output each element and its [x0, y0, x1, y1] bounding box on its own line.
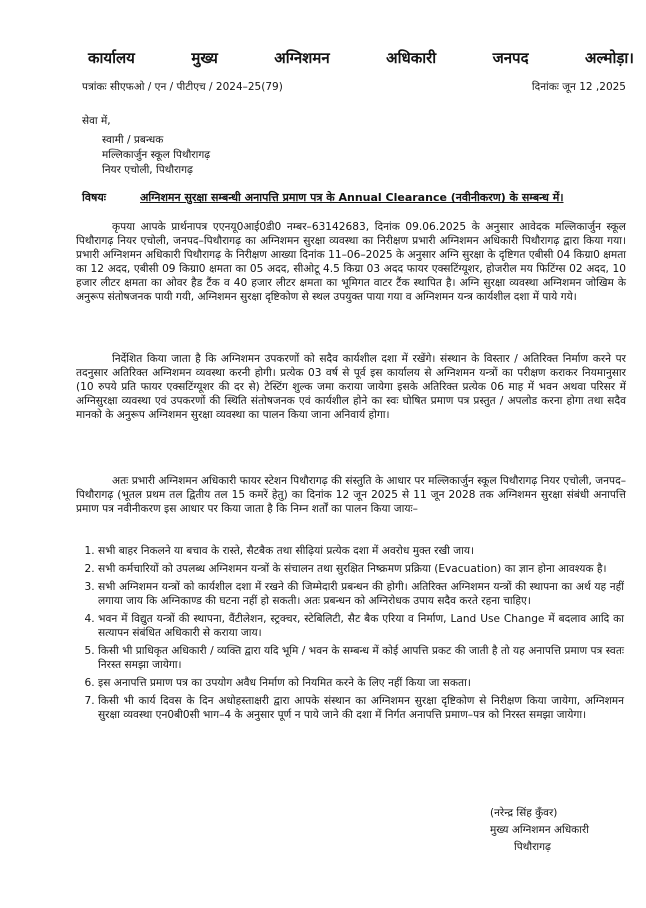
conditions-list — [76, 544, 624, 726]
heading-word: अग्निशमन — [274, 49, 330, 67]
paragraph-text: निर्देशित किया जाता है कि अग्निशमन उपकरणों को सदैव कार्यशील दशा में रखेंगे। संस्थान के विस्तार / अतिरिक्त निर्माण करने पर तदनुसार अतिरिक्त अग्निशमन व्यवस्था करनी होगी। प्रत्येक 03 वर्ष से पूर्व इस कार्यालय से अग्निशमन यन्त्रों का परीक्षण कराकर नियमानुसार (10 रुपये प्रति फायर एक्सटिंग्यूशर की दर से) टेस्टिंग शुल्क जमा कराया जायेगा इसके अतिरिक्त प्रत्येक 06 माह में भवन अथवा परिसर में अग्निसुरक्षा व्यवस्था एवं उपकरणों की स्थिति संतोषजनक एवं कार्यशील होने का स्वः घोषित प्रमाण पत्र प्रस्तुत / अपलोड करना होगा तथा सदैव मानको के अनुरूप अग्निशमन सुरक्षा व्यवस्था का पालन किया जाना अनिवार्य होगा। — [76, 353, 626, 421]
paragraph-inspection — [76, 220, 626, 304]
condition-item: 5. किसी भी प्राधिकृत अधिकारी / व्यक्ति द्वारा यदि भूमि / भवन के सम्बन्ध में कोई आपत्ति प्रकट की जाती है तो यह अनापत्ति प्रमाण पत्र स्वतः निरस्त समझा जायेगा। — [98, 644, 624, 672]
condition-item: 3. सभी अग्निशमन यन्त्रों को कार्यशील दशा में रखने की जिम्मेदारी प्रबन्धन की होगी। अतिरिक्त अग्निशमन यन्त्रों की स्थापना का अर्थ यह नहीं लगाया जाय कि अग्निकाण्ड की घटना नहीं हो सकती। अतः प्रबन्धन को अग्निरोधक उपाय सदैव करते रहना चाहिए। — [98, 580, 624, 608]
subject-text: अग्निशमन सुरक्षा सम्बन्धी अनापत्ति प्रमाण पत्र के Annual Clearance (नवीनीकरण) के सम्बन्ध में। — [140, 191, 564, 204]
heading-word: अधिकारी — [386, 49, 437, 67]
signature-designation: मुख्य अग्निशमन अधिकारी — [490, 824, 589, 836]
address-line: नियर एचोली, पिथौरागढ़ — [102, 164, 193, 176]
address-line: स्वामी / प्रबन्धक — [102, 134, 164, 146]
address-line: मल्लिकार्जुन स्कूल पिथौरागढ़ — [102, 149, 211, 161]
signature-place: पिथौरागढ़ — [514, 841, 551, 853]
heading-word: अल्मोड़ा। — [585, 49, 634, 67]
heading-word: जनपद — [492, 49, 529, 67]
reference-line — [82, 80, 626, 94]
letter-date: दिनांकः जून 12 ,2025 — [531, 81, 626, 93]
office-heading — [88, 48, 634, 68]
signature-name: (नरेन्द्र सिंह कुँवर) — [490, 807, 558, 819]
heading-word: मुख्य — [191, 49, 218, 67]
condition-item: 7. किसी भी कार्य दिवस के दिन अधोहस्ताक्षरी द्वारा आपके संस्थान का अग्निशमन सुरक्षा दृष्टिकोण से निरीक्षण किया जायेगा, अग्निशमन सुरक्षा व्यवस्था एन0बी0सी भाग–4 के अनुसार पूर्ण न पाये जाने की दशा में निर्गत अनापत्ति प्रमाण–पत्र को निरस्त समझा जायेगा। — [98, 694, 624, 722]
subject-label: विषयः — [82, 191, 106, 204]
paragraph-text: अतः प्रभारी अग्निशमन अधिकारी फायर स्टेशन पिथौरागढ़ की संस्तुति के आधार पर मल्लिकार्जुन स्कूल पिथौरागढ़ नियर एचोली, जनपद–पिथौरागढ़ (भूतल प्रथम तल द्वितीय तल 15 कमरें हेतु) का दिनांक 12 जून 2025 से 11 जून 2028 तक अग्निशमन सुरक्षा संबंधी अनापत्ति प्रमाण पत्र नवीनीकरण इस आधार पर किया जाता है कि निम्न शर्तों का पालन किया जायः– — [76, 475, 626, 515]
subject-line — [82, 190, 626, 205]
condition-item: 4. भवन में विद्युत यन्त्रों की स्थापना, वैंटीलेशन, स्ट्रक्चर, स्टेबिलिटी, सैट बैक एरिया व निर्माण, Land Use Change में बदलाव आदि का सत्यापन संबंधित अधिकारी से कराया जाय। — [98, 612, 624, 640]
paragraph-text: कृपया आपके प्रार्थनापत्र एएनयू0आई0डी0 नम्बर–63142683, दिनांक 09.06.2025 के अनुसार आवेदक मल्लिकार्जुन स्कूल पिथौरागढ़ नियर एचोली, जनपद–पिथौरागढ़ का अग्निशमन सुरक्षा व्यवस्था का निरीक्षण प्रभारी अग्निशमन अधिकारी पिथौरागढ़ द्वारा किया गया। प्रभारी अग्निशमन अधिकारी पिथौरागढ़ के निरीक्षण आख्या दिनांक 11–06–2025 के अनुसार अग्नि सुरक्षा के दृष्टिगत एबीसी 04 किग्रा0 क्षमता का 12 अदद, एबीसी 09 किग्रा0 क्षमता का 05 अदद, सीओटू 4.5 किग्रा 03 अदद फायर एक्सटिंग्यूशर, होजरील मय फिटिंग्स 02 अदद, 10 हजार लीटर क्षमता का ओवर हैड टैंक व 40 हजार लीटर क्षमता का भूमिगत वाटर टैंक स्थापित है। अग्नि सुरक्षा व्यवस्था अग्निशमन जोखिम के अनुरूप संतोषजनक पायी गयी, अग्निशमन सुरक्षा दृष्टिकोण से स्थल उपयुक्त पाया गया व अग्निशमन यन्त्र कार्यशील दशा में पाये गये। — [76, 221, 626, 303]
condition-item: 2. सभी कर्मचारियों को उपलब्ध अग्निशमन यन्त्रों के संचालन तथा सुरक्षित निष्क्रमण प्रक्रिया (Evacuation) का ज्ञान होना आवश्यक है। — [98, 562, 624, 576]
address-greeting: सेवा में, — [82, 115, 111, 127]
paragraph-renewal — [76, 474, 626, 516]
condition-item: 6. इस अनापत्ति प्रमाण पत्र का उपयोग अवैध निर्माण को नियमित करने के लिए नहीं किया जा सकता। — [98, 676, 624, 690]
letter-number: पत्रांकः सीएफओ / एन / पीटीएच / 2024–25(79) — [82, 81, 283, 93]
heading-word: कार्यालय — [88, 49, 135, 67]
paragraph-directions — [76, 352, 626, 422]
condition-item: 1. सभी बाहर निकलने या बचाव के रास्ते, सैटबैक तथा सीढ़ियां प्रत्येक दशा में अवरोध मुक्त रखी जाय। — [98, 544, 624, 558]
